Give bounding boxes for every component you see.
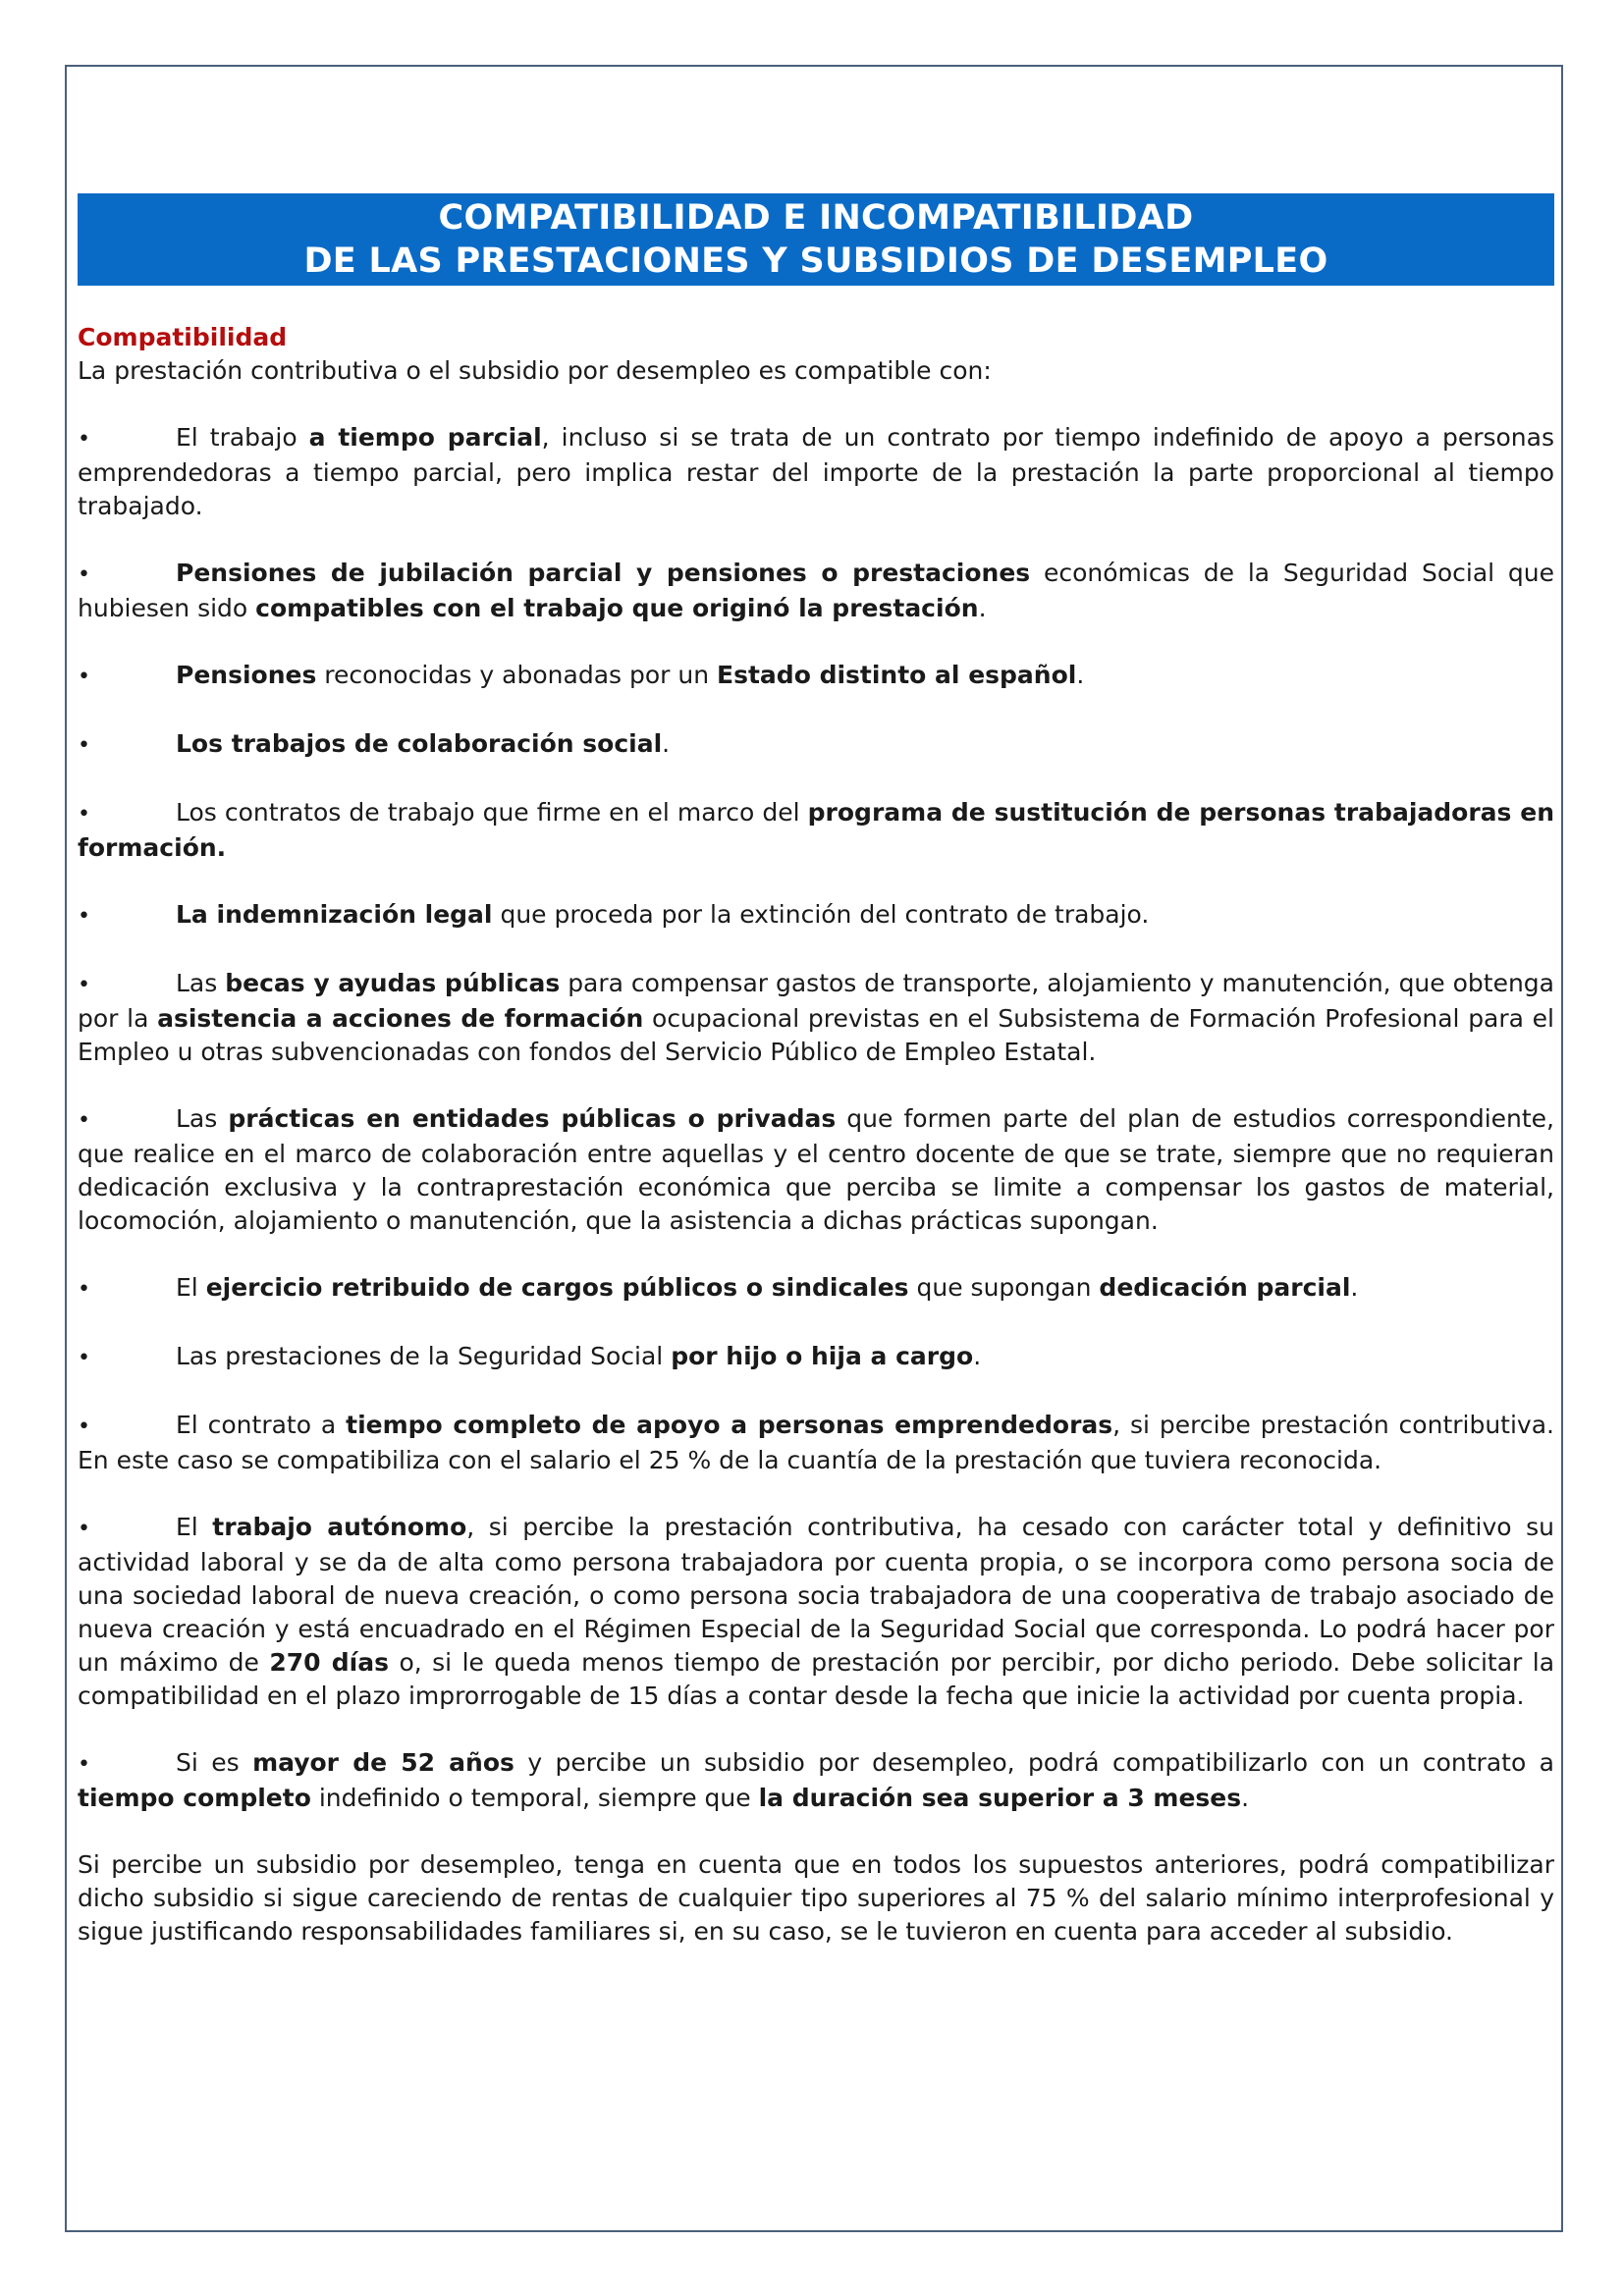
document-content bbox=[78, 193, 1554, 1949]
bold-text: compatibles con el trabajo que originó la prestación bbox=[255, 594, 979, 622]
item-text: , si percibe prestación contributiva. En este caso se compatibiliza con el salario el 25 % de la cuantía de la prestación que tuviera reconocida. bbox=[78, 1411, 1554, 1474]
item-text: que formen parte del plan de estudios correspondiente, que realice en el marco de colaboración entre aquellas y el centro docente de que se trate, siempre que no requieran dedicación exclusiva y la contraprestación económica que perciba se limite a compensar los gastos de material, locomoción, alojamiento o manutención, que la asistencia a dichas prácticas supongan. bbox=[78, 1104, 1555, 1235]
bold-text: prácticas en entidades públicas o privadas bbox=[228, 1104, 837, 1133]
bold-text: Pensiones bbox=[176, 661, 317, 689]
bullet-icon: • bbox=[78, 802, 90, 827]
title-line-2: DE LAS PRESTACIONES Y SUBSIDIOS DE DESEMPLEO bbox=[303, 241, 1328, 281]
item-text: Los contratos de trabajo que firme en el marco del bbox=[176, 798, 808, 827]
bold-text: becas y ayudas públicas bbox=[225, 969, 561, 997]
bullet-icon: • bbox=[78, 1346, 90, 1370]
item-text: El bbox=[176, 1513, 213, 1541]
item-text: Las prestaciones de la Seguridad Social bbox=[176, 1342, 672, 1370]
bullet-icon: • bbox=[78, 904, 90, 929]
list-item bbox=[78, 1409, 1554, 1477]
item-text: que proceda por la extinción del contrato de trabajo. bbox=[492, 900, 1150, 929]
bold-text: Estado distinto al español bbox=[717, 661, 1077, 689]
compatibility-list bbox=[78, 421, 1554, 1815]
list-item bbox=[78, 659, 1554, 694]
list-item bbox=[78, 1271, 1554, 1307]
bold-text: ejercicio retribuido de cargos públicos o sindicales bbox=[205, 1273, 909, 1302]
item-text: reconocidas y abonadas por un bbox=[316, 661, 718, 689]
bullet-icon: • bbox=[78, 562, 90, 587]
item-text: indefinido o temporal, siempre que bbox=[310, 1784, 759, 1812]
item-text: para compensar gastos de transporte, alojamiento y manutención, que obtenga por la bbox=[78, 969, 1554, 1033]
item-text: . bbox=[662, 729, 671, 758]
bullet-icon: • bbox=[78, 1277, 90, 1302]
item-text: económicas de la Seguridad Social que hubiesen sido bbox=[78, 559, 1554, 622]
bold-text: mayor de 52 años bbox=[252, 1748, 514, 1777]
bold-text: trabajo autónomo bbox=[212, 1513, 467, 1541]
bullet-icon: • bbox=[78, 1517, 90, 1541]
list-item bbox=[78, 796, 1554, 865]
item-text: . bbox=[1076, 661, 1085, 689]
item-text: y percibe un subsidio por desempleo, podrá compatibilizarlo con un contrato a bbox=[514, 1748, 1554, 1777]
section-heading: Compatibilidad bbox=[78, 323, 288, 351]
bold-text: Pensiones de jubilación parcial y pensiones o prestaciones bbox=[176, 559, 1031, 587]
bold-text: programa de sustitución de personas trabajadoras en formación. bbox=[78, 798, 1554, 862]
bold-text: la duración sea superior a 3 meses bbox=[758, 1784, 1242, 1812]
item-text: . bbox=[973, 1342, 982, 1370]
bold-text: por hijo o hija a cargo bbox=[671, 1342, 974, 1370]
list-item bbox=[78, 1340, 1554, 1375]
item-text: El bbox=[176, 1273, 206, 1302]
item-text: . bbox=[978, 594, 987, 622]
bullet-icon: • bbox=[78, 1415, 90, 1439]
bold-text: Los trabajos de colaboración social bbox=[176, 729, 663, 758]
list-item bbox=[78, 1746, 1554, 1815]
item-text: que supongan bbox=[908, 1273, 1100, 1302]
section-intro: La prestación contributiva o el subsidio por desempleo es compatible con: bbox=[78, 356, 992, 385]
bullet-icon: • bbox=[78, 1752, 90, 1777]
item-text: El trabajo bbox=[176, 423, 309, 452]
item-text: Las bbox=[176, 1104, 229, 1133]
bold-text: La indemnización legal bbox=[176, 900, 493, 929]
title-line-1: COMPATIBILIDAD E INCOMPATIBILIDAD bbox=[438, 198, 1194, 238]
bold-text: tiempo completo bbox=[78, 1784, 311, 1812]
title-banner bbox=[78, 193, 1554, 286]
item-text: , si percibe la prestación contributiva, ha cesado con carácter total y definitivo su actividad laboral y se da de alta como persona trabajadora por cuenta propia, o se incorpora como persona socia de una sociedad laboral de nueva creación, o como persona socia trabajadora de una cooperativa de trabajo asociado de nueva creación y está encuadrado en el Régimen Especial de la Seguridad Social que corresponda. Lo podrá hacer por un máximo de bbox=[78, 1513, 1554, 1677]
bold-text: dedicación parcial bbox=[1099, 1273, 1351, 1302]
item-text: ocupacional previstas en el Subsistema de Formación Profesional para el Empleo u otras subvencionadas con fondos del Servicio Público de Empleo Estatal. bbox=[78, 1004, 1554, 1066]
item-text: El contrato a bbox=[176, 1411, 347, 1439]
bullet-icon: • bbox=[78, 973, 90, 997]
item-text: Las bbox=[176, 969, 226, 997]
closing-paragraph: Si percibe un subsidio por desempleo, tenga en cuenta que en todos los supuestos anteriores, podrá compatibilizar dicho subsidio si sigue careciendo de rentas de cualquier tipo superiores al 75 % del salario mínimo interprofesional y sigue justificando responsabilidades familiares si, en su caso, se le tuvieron en cuenta para acceder al subsidio. bbox=[78, 1850, 1554, 1946]
list-item bbox=[78, 967, 1554, 1069]
bullet-icon: • bbox=[78, 427, 90, 452]
list-item bbox=[78, 421, 1554, 523]
bold-text: 270 días bbox=[269, 1648, 389, 1677]
list-item bbox=[78, 727, 1554, 763]
list-item bbox=[78, 898, 1554, 934]
bullet-icon: • bbox=[78, 733, 90, 758]
bold-text: a tiempo parcial bbox=[308, 423, 542, 452]
bullet-icon: • bbox=[78, 1108, 90, 1133]
item-text: Si es bbox=[176, 1748, 253, 1777]
item-text: o, si le queda menos tiempo de prestación por percibir, por dicho periodo. Debe solicitar la compatibilidad en el plazo improrrogable de 15 días a contar desde la fecha que inicie la actividad por cuenta propia. bbox=[78, 1648, 1555, 1710]
list-item bbox=[78, 1511, 1554, 1713]
item-text: . bbox=[1350, 1273, 1359, 1302]
bold-text: tiempo completo de apoyo a personas emprendedoras bbox=[346, 1411, 1113, 1439]
bullet-icon: • bbox=[78, 665, 90, 689]
item-text: . bbox=[1241, 1784, 1250, 1812]
item-text: , incluso si se trata de un contrato por tiempo indefinido de apoyo a personas emprendedoras a tiempo parcial, pero implica restar del importe de la prestación la parte proporcional al tiempo trabajado. bbox=[78, 423, 1555, 520]
bold-text: asistencia a acciones de formación bbox=[157, 1004, 644, 1033]
list-item bbox=[78, 1102, 1554, 1238]
list-item bbox=[78, 557, 1554, 625]
